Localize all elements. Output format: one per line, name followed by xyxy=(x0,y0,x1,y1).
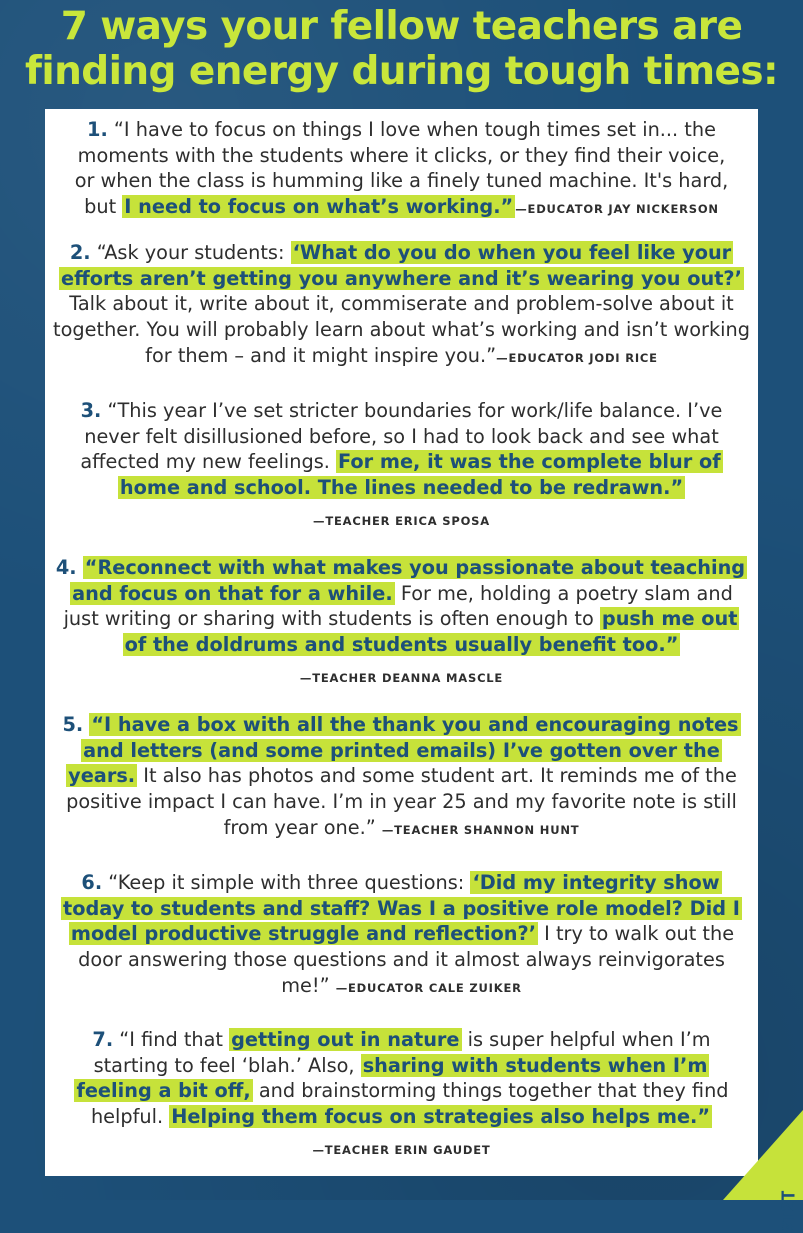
quote-text: It also has photos and some student art. It reminds me of the positive impact I can have. I’m in year 25 and my favorite note is still from year one.” xyxy=(66,764,737,839)
quote-text-mid-2: and brainstorming things together that they find helpful. xyxy=(90,1079,729,1129)
quote-text-continued: Talk about it, write about it, commiserate and problem-solve about it together. You will probably learn about what’s working and isn’t working for them – and it might inspire you.” xyxy=(53,292,750,367)
item-number: 3. xyxy=(80,399,102,422)
item-number: 5. xyxy=(62,713,84,736)
item-number: 7. xyxy=(92,1028,114,1051)
attribution: —EDUCATOR CALE ZUIKER xyxy=(335,980,522,995)
item-number: 2. xyxy=(69,241,91,264)
title-line-2: finding energy during tough times: xyxy=(25,49,778,94)
attribution: —TEACHER SHANNON HUNT xyxy=(381,822,580,837)
quote-item-2 xyxy=(45,240,758,372)
quotes-card xyxy=(45,109,758,1176)
quote-text: For me, holding a poetry slam and just writing or sharing with students is often enough to xyxy=(63,581,733,631)
page-title xyxy=(0,4,803,94)
quote-item-5 xyxy=(45,712,758,844)
quote-highlight: “I have a box with all the thank you and encouraging notes and letters (and some printed emails) I’ve gotten over the years. xyxy=(68,713,739,788)
quote-highlight: getting out in nature xyxy=(231,1028,460,1051)
quote-item-4 xyxy=(45,555,758,692)
quote-text: “I find that xyxy=(119,1028,230,1051)
quote-highlight: For me, it was the complete blur of home and school. The lines needed to be redrawn.” xyxy=(119,450,721,500)
quote-item-3 xyxy=(45,398,758,535)
quote-highlight: I need to focus on what’s working.” xyxy=(124,195,514,219)
attribution: —TEACHER DEANNA MASCLE xyxy=(299,670,504,685)
quote-text-continued: I try to walk out the door answering those questions and it almost always reinvigorates me!” xyxy=(78,922,735,997)
quote-highlight-3: Helping them focus on strategies also helps me.” xyxy=(171,1105,711,1129)
quote-text: “This year I’ve set stricter boundaries for work/life balance. I’ve never felt disillusioned before, so I had to look back and see what affected my new feelings. xyxy=(80,399,723,474)
quote-text-mid: is super helpful when I’m starting to feel ‘blah.’ Also, xyxy=(93,1028,711,1077)
quote-highlight-2: sharing with students when I’m feeling a bit off, xyxy=(76,1053,708,1103)
quote-text: “I have to focus on things I love when tough times set in... the moments with the students where it clicks, or they find their voice, or when the class is humming like a finely tuned machine. It's hard, but xyxy=(74,118,729,219)
quote-highlight: “Reconnect with what makes you passionate about teaching and focus on that for a while. xyxy=(72,556,746,605)
quote-highlight: ‘Did my integrity show today to students and staff? Was I a positive role model? Did I model productive struggle and reflection?’ xyxy=(63,871,740,946)
quote-highlight: ‘What do you do when you feel like your efforts aren’t getting you anywhere and it’s wearing you out?’ xyxy=(61,241,742,290)
quote-text: “Ask your students: xyxy=(96,241,291,264)
quote-text: “Keep it simple with three questions: xyxy=(108,871,471,894)
item-number: 6. xyxy=(81,871,103,894)
quote-item-7 xyxy=(45,1027,758,1164)
corner-hashtag: #T2T xyxy=(778,1190,799,1233)
attribution: —TEACHER ERIN GAUDET xyxy=(312,1142,491,1157)
quote-item-1 xyxy=(45,117,758,223)
item-number: 4. xyxy=(55,556,77,579)
item-number: 1. xyxy=(87,118,108,141)
title-line-1: 7 ways your fellow teachers are xyxy=(60,4,743,49)
quote-highlight-2: push me out of the doldrums and students usually benefit too.” xyxy=(124,607,738,657)
corner-tag-background xyxy=(723,1110,803,1200)
quote-item-6 xyxy=(45,870,758,1002)
attribution: —EDUCATOR JODI RICE xyxy=(496,350,658,365)
attribution: —EDUCATOR JAY NICKERSON xyxy=(515,202,719,217)
attribution: —TEACHER ERICA SPOSA xyxy=(313,513,490,528)
